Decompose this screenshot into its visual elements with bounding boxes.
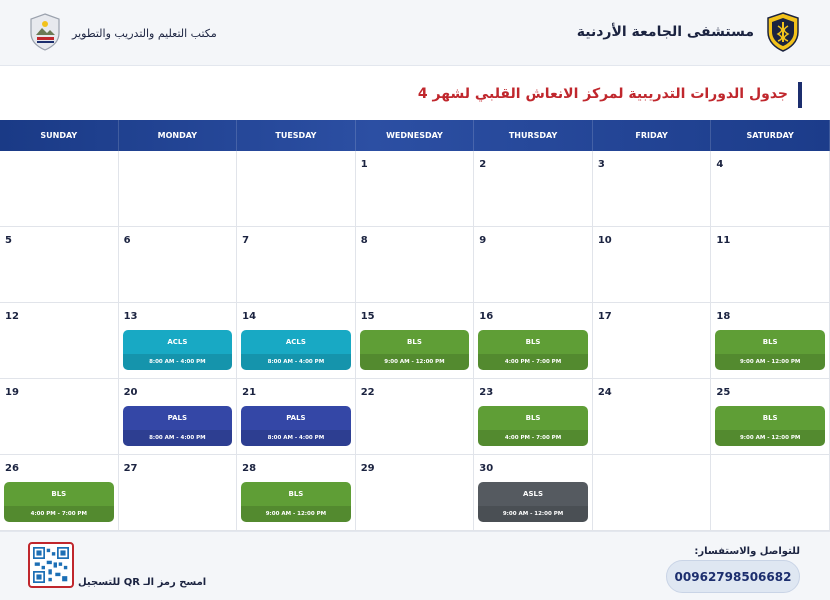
qr-code-icon[interactable] (28, 542, 74, 588)
course-event[interactable] (478, 330, 588, 370)
calendar-header-row (0, 120, 830, 151)
day-header: MONDAY (119, 120, 238, 151)
page-title: جدول الدورات التدريبية لمركز الانعاش القلبي لشهر 4 (417, 86, 788, 102)
calendar-grid (0, 151, 830, 531)
calendar-cell (474, 379, 593, 455)
calendar-cell (474, 455, 593, 531)
day-number: 14 (242, 311, 257, 322)
calendar-cell (593, 151, 712, 227)
course-name: ASLS (523, 490, 544, 498)
day-header: TUESDAY (237, 120, 356, 151)
calendar-cell (119, 303, 238, 379)
day-number: 19 (5, 387, 19, 398)
calendar-cell (593, 227, 712, 303)
calendar-cell (474, 151, 593, 227)
day-number: 23 (479, 387, 494, 398)
course-time: 4:00 PM - 7:00 PM (478, 354, 588, 370)
hospital-name: مستشفى الجامعة الأردنية (576, 24, 754, 40)
calendar-cell (711, 151, 830, 227)
course-time: 9:00 AM - 12:00 PM (241, 506, 351, 522)
day-number: 26 (5, 463, 19, 474)
calendar-cell (356, 379, 475, 455)
day-number: 8 (360, 235, 368, 246)
course-event[interactable] (360, 330, 470, 370)
calendar-cell (356, 227, 475, 303)
day-number: 24 (597, 387, 612, 398)
office-logo-icon (28, 13, 62, 51)
day-number: 1 (360, 159, 368, 170)
calendar-cell (474, 303, 593, 379)
contact-label: للتواصل والاستفسار: (694, 546, 800, 557)
course-name: BLS (51, 490, 67, 498)
course-event[interactable] (123, 330, 233, 370)
course-name: BLS (407, 338, 422, 346)
course-time: 8:00 AM - 4:00 PM (241, 430, 351, 446)
day-number: 7 (242, 235, 250, 246)
day-number: 25 (716, 387, 731, 398)
course-event[interactable] (478, 406, 588, 446)
day-number: 12 (5, 311, 19, 322)
course-name: PALS (167, 414, 188, 422)
course-event[interactable] (4, 482, 114, 522)
day-number: 6 (123, 235, 131, 246)
day-number: 10 (597, 235, 612, 246)
day-number: 17 (597, 311, 612, 322)
day-number: 30 (479, 463, 494, 474)
day-number: 15 (360, 311, 375, 322)
course-time: 8:00 AM - 4:00 PM (123, 354, 233, 370)
course-time: 9:00 AM - 12:00 PM (360, 354, 470, 370)
course-event[interactable] (241, 330, 351, 370)
calendar-cell (119, 151, 238, 227)
calendar-cell (593, 303, 712, 379)
day-number: 4 (716, 159, 724, 170)
day-number: 5 (5, 235, 12, 246)
course-event[interactable] (241, 406, 351, 446)
course-time: 9:00 AM - 12:00 PM (715, 354, 825, 370)
course-name: BLS (762, 338, 778, 346)
calendar-cell (0, 227, 119, 303)
calendar-cell (356, 303, 475, 379)
day-number: 29 (360, 463, 375, 474)
day-number: 13 (123, 311, 138, 322)
course-name: BLS (762, 414, 778, 422)
day-number: 27 (123, 463, 138, 474)
day-header: FRIDAY (593, 120, 712, 151)
calendar-cell (593, 455, 712, 531)
calendar-cell (0, 303, 119, 379)
calendar (0, 120, 830, 531)
course-name: BLS (525, 414, 541, 422)
calendar-cell (237, 379, 356, 455)
calendar-cell (237, 151, 356, 227)
calendar-cell (0, 151, 119, 227)
day-number: 28 (242, 463, 257, 474)
calendar-cell (356, 151, 475, 227)
course-name: ACLS (285, 338, 306, 346)
course-time: 4:00 PM - 7:00 PM (478, 430, 588, 446)
day-number: 22 (360, 387, 375, 398)
course-time: 9:00 AM - 12:00 PM (715, 430, 825, 446)
page-footer (0, 531, 830, 600)
calendar-cell (711, 379, 830, 455)
day-number: 11 (716, 235, 731, 246)
calendar-cell (119, 379, 238, 455)
calendar-cell (711, 455, 830, 531)
course-time: 8:00 AM - 4:00 PM (123, 430, 233, 446)
course-event[interactable] (478, 482, 588, 522)
course-name: PALS (286, 414, 306, 422)
calendar-cell (237, 303, 356, 379)
calendar-cell (119, 455, 238, 531)
course-name: ACLS (167, 338, 188, 346)
day-number: 3 (597, 159, 605, 170)
calendar-cell (593, 379, 712, 455)
phone-number-pill[interactable]: 00962798506682 (666, 560, 800, 593)
calendar-cell (474, 227, 593, 303)
calendar-cell (119, 227, 238, 303)
course-time: 9:00 AM - 12:00 PM (478, 506, 588, 522)
day-number: 21 (242, 387, 257, 398)
course-time: 4:00 PM - 7:00 PM (4, 506, 114, 522)
page-header (0, 0, 830, 66)
course-name: BLS (288, 490, 304, 498)
day-header: SUNDAY (0, 120, 119, 151)
day-number: 16 (479, 311, 494, 322)
qr-instruction: امسح رمز الـ QR للتسجيل (78, 577, 207, 588)
course-event[interactable] (715, 406, 825, 446)
course-name: BLS (525, 338, 541, 346)
day-number: 2 (479, 159, 487, 170)
calendar-cell (237, 455, 356, 531)
course-event[interactable] (123, 406, 233, 446)
day-header: SATURDAY (711, 120, 830, 151)
calendar-cell (0, 379, 119, 455)
calendar-cell (711, 227, 830, 303)
day-header: THURSDAY (474, 120, 593, 151)
office-name: مكتب التعليم والتدريب والتطوير (72, 27, 217, 40)
calendar-cell (356, 455, 475, 531)
course-event[interactable] (241, 482, 351, 522)
hospital-logo-icon (766, 12, 800, 52)
title-accent-bar (798, 82, 802, 108)
calendar-cell (237, 227, 356, 303)
day-number: 18 (716, 311, 731, 322)
day-header: WEDNESDAY (356, 120, 475, 151)
course-event[interactable] (715, 330, 825, 370)
day-number: 20 (123, 387, 138, 398)
course-time: 8:00 AM - 4:00 PM (241, 354, 351, 370)
calendar-cell (0, 455, 119, 531)
day-number: 9 (479, 235, 487, 246)
calendar-cell (711, 303, 830, 379)
